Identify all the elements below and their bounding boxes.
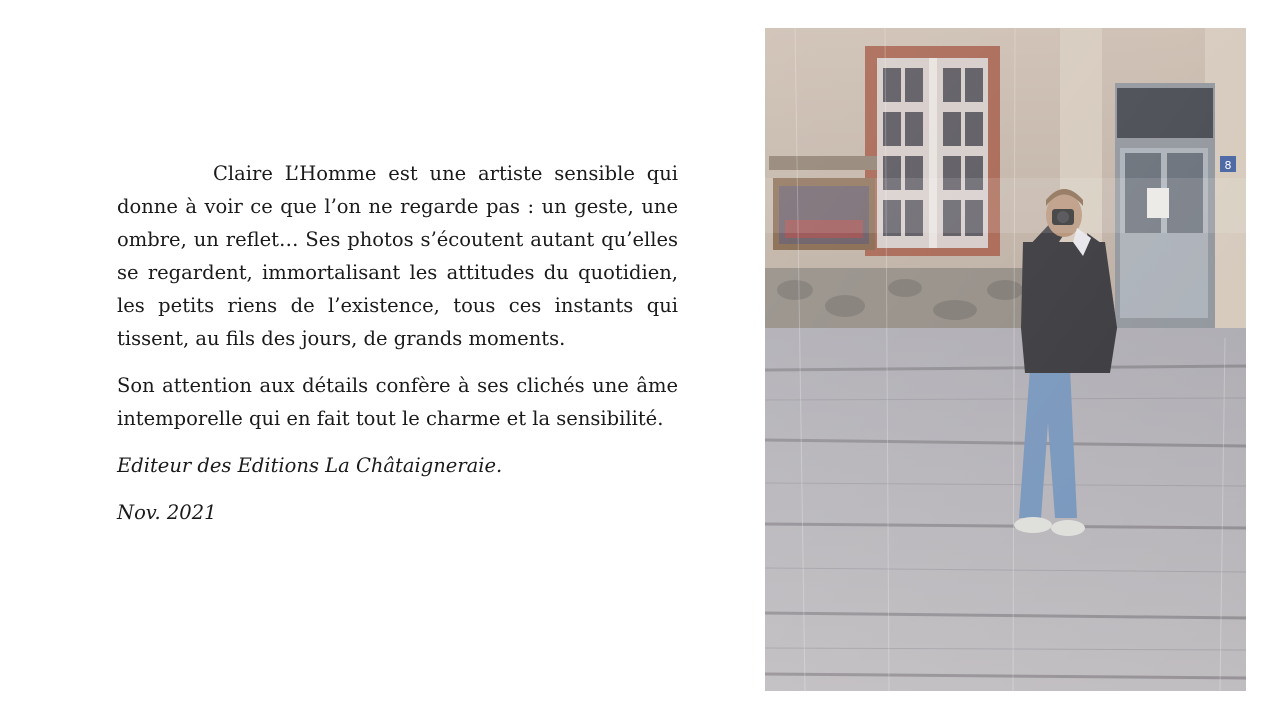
text-block — [117, 157, 678, 543]
intro-paragraph: Claire L’Homme est une artiste sensible qui donne à voir ce que l’on ne regarde pas : un geste, une ombre, un reflet… Ses photos s’écoutent autant qu’elles se regardent, immortalisant les attitudes du quotidien, les petits riens de l’existence, tous ces instants qui tissent, au fils des jours, de grands moments. — [117, 162, 678, 350]
second-paragraph: Son attention aux détails confère à ses clichés une âme intemporelle qui en fait tout le charme et la sensibilité. — [117, 374, 678, 430]
signature: Editeur des Editions La Châtaigneraie. — [117, 454, 503, 477]
date: Nov. 2021 — [117, 501, 217, 524]
photo-self-portrait-reflection — [765, 28, 1246, 691]
